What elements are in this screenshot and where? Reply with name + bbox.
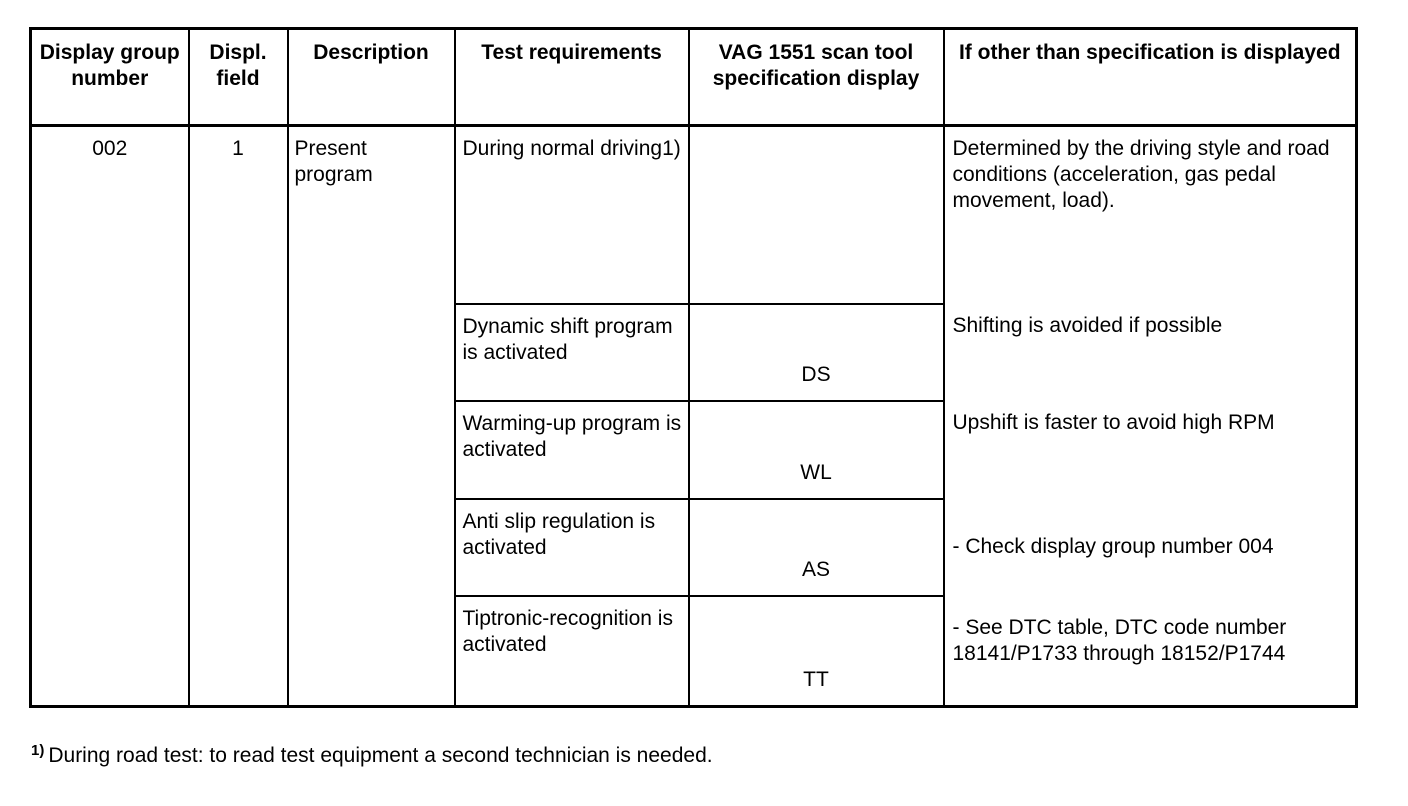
requirement-cell: Dynamic shift program is activated [455, 304, 689, 401]
specification-table [29, 27, 1358, 708]
header-displ-field: Displ. field [189, 29, 288, 126]
header-test-requirements: Test requirements [455, 29, 689, 126]
requirement-cell: Tiptronic-recognition is activated [455, 596, 689, 707]
remark-cell: Upshift is faster to avoid high RPM [944, 401, 1357, 499]
header-if-other: If other than specification is displayed [944, 29, 1357, 126]
display-value-cell: AS [689, 499, 944, 596]
header-description: Description [288, 29, 455, 126]
remark-cell: - Check display group number 004 [944, 499, 1357, 596]
footnote [31, 738, 713, 769]
display-value-cell: DS [689, 304, 944, 401]
display-value-cell: TT [689, 596, 944, 707]
requirement-cell: Anti slip regulation is activated [455, 499, 689, 596]
remark-cell: Determined by the driving style and road conditions (acceleration, gas pedal movement, load). [944, 126, 1357, 304]
header-scan-tool-display: VAG 1551 scan tool specification display [689, 29, 944, 126]
requirement-cell: Warming-up program is activated [455, 401, 689, 499]
specification-table-container [29, 27, 1355, 708]
display-value-cell [689, 126, 944, 304]
footnote-marker: 1) [31, 742, 45, 759]
display-group-number: 002 [31, 126, 189, 707]
display-value-cell: WL [689, 401, 944, 499]
remark-cell: - See DTC table, DTC code number 18141/P1733 through 18152/P1744 [944, 596, 1357, 707]
table-row [31, 126, 1357, 304]
description-cell: Present program [288, 126, 455, 707]
remark-cell: Shifting is avoided if possible [944, 304, 1357, 401]
footnote-text: During road test: to read test equipment a second technician is needed. [48, 744, 713, 767]
requirement-cell: During normal driving1) [455, 126, 689, 304]
header-group-number: Display group number [31, 29, 189, 126]
displ-field-number: 1 [189, 126, 288, 707]
header-row [31, 29, 1357, 126]
